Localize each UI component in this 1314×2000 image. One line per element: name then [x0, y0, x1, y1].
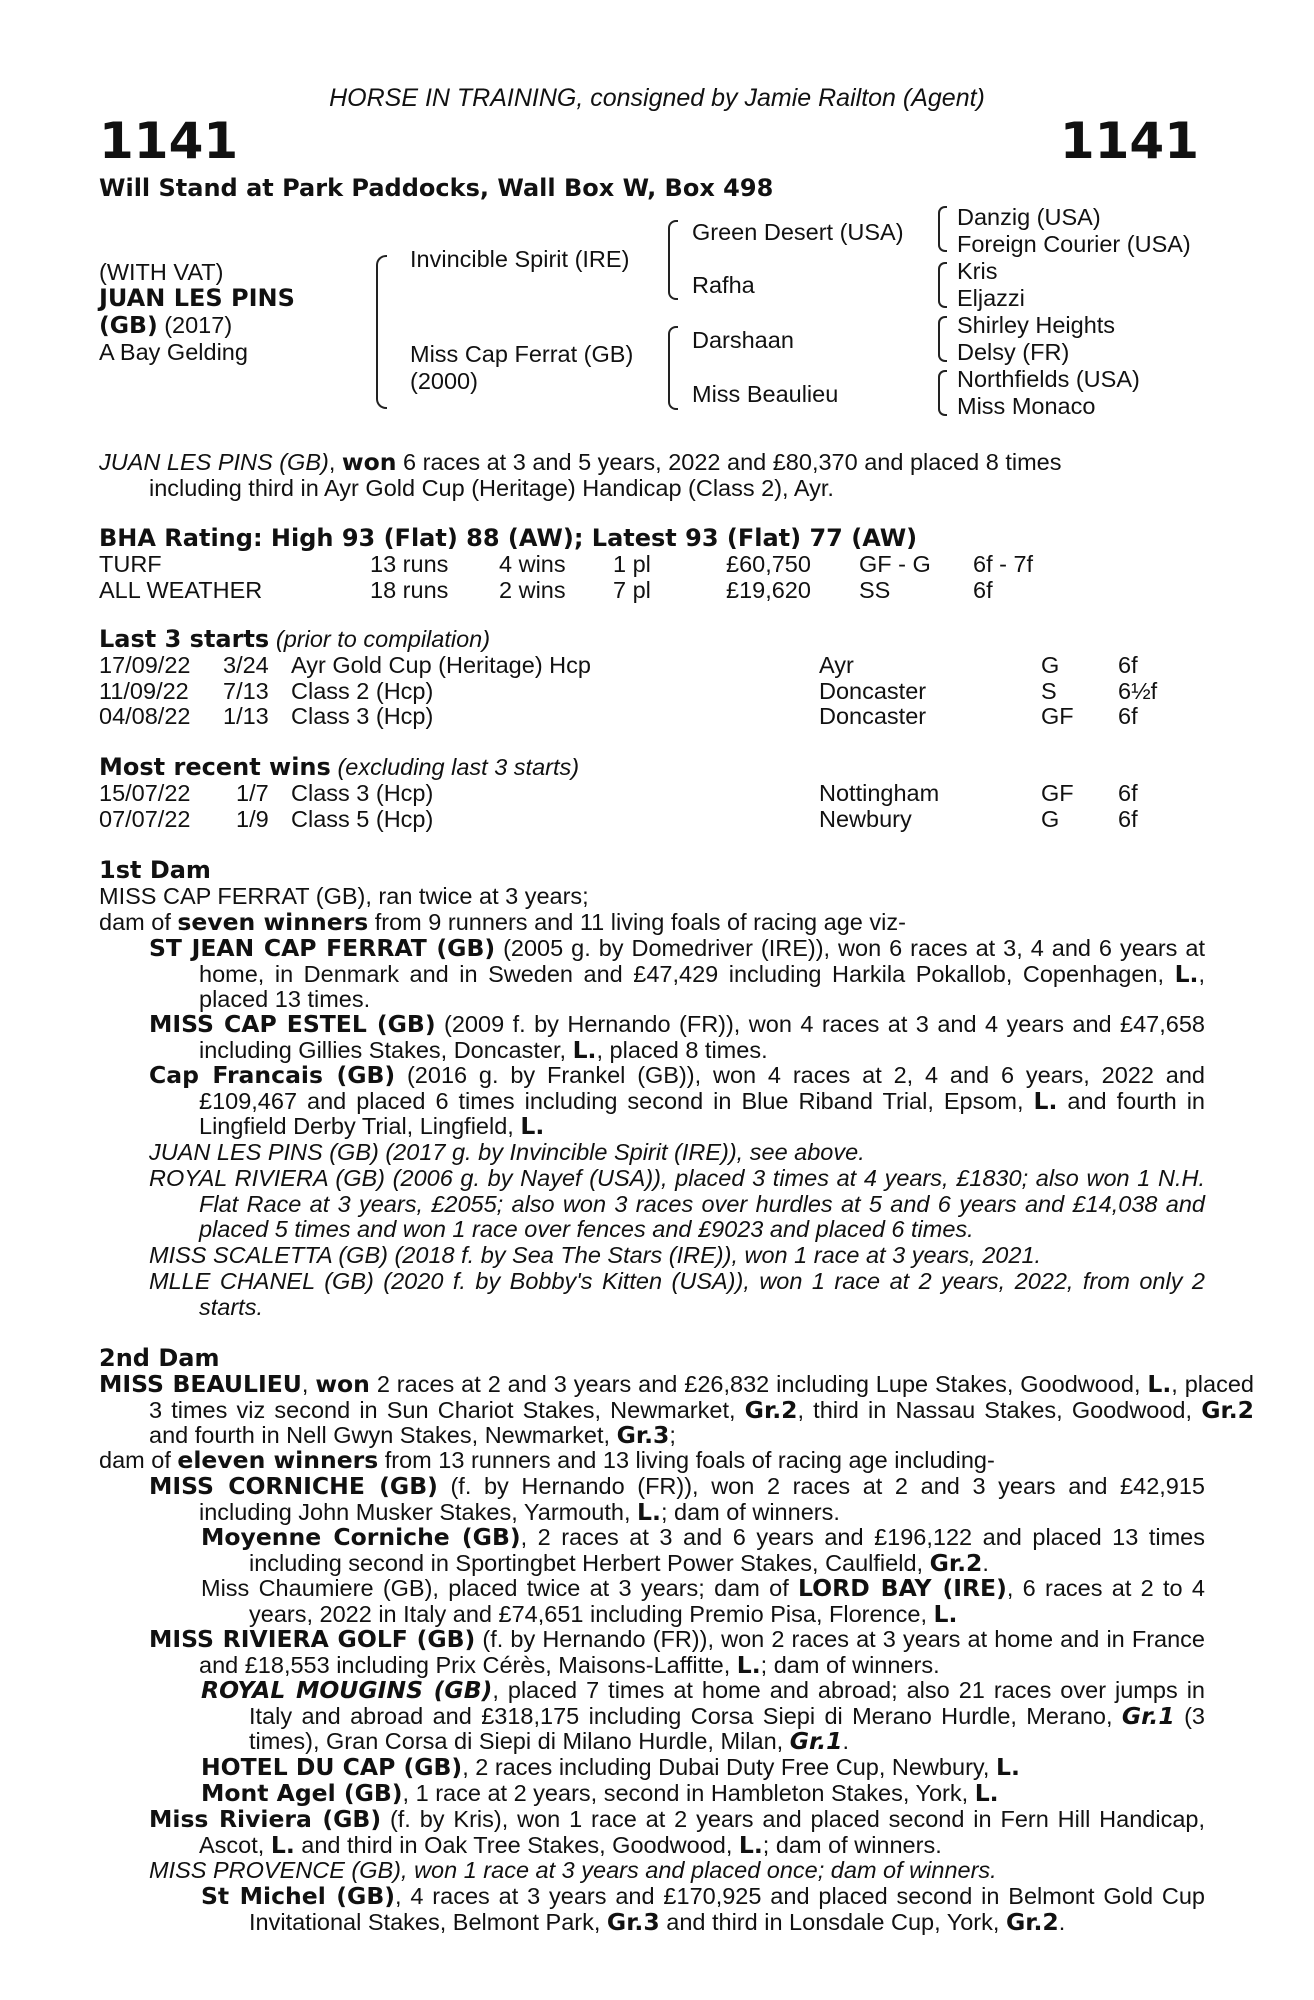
produce-text: . — [1058, 1908, 1066, 1935]
last3-heading — [99, 627, 490, 653]
ggs-2: Foreign Courier (USA) — [957, 231, 1191, 257]
win-distance: 6f — [1118, 805, 1138, 832]
produce-name: ST JEAN CAP FERRAT (GB) — [149, 934, 496, 962]
dam1-title: 1st Dam — [99, 856, 211, 884]
race-grade: L. — [1174, 959, 1199, 988]
ggs-3: Kris — [957, 258, 998, 284]
bha-runs: 18 runs — [370, 576, 449, 603]
produce-name: Miss Riviera (GB) — [149, 1805, 382, 1833]
dam1-line-2 — [99, 910, 906, 936]
sire-sire: Green Desert (USA) — [692, 219, 904, 245]
dam2-produce-summary — [99, 1448, 995, 1474]
produce-text: ; dam of winners. — [760, 1651, 940, 1678]
produce-text: , 1 race at 2 years, second in Hambleton Stakes, York, — [402, 1780, 975, 1806]
win-race: Class 5 (Hcp) — [291, 805, 434, 832]
ggs-8: Miss Monaco — [957, 393, 1096, 419]
produce-text: ; dam of winners. — [660, 1498, 840, 1525]
ggs-7: Northfields (USA) — [957, 366, 1140, 392]
start-distance: 6f — [1118, 703, 1138, 729]
text: 2 races at 2 and 3 years and £26,832 including Lupe Stakes, Goodwood, — [369, 1371, 1148, 1397]
bha-going: GF - G — [859, 551, 931, 577]
race-grade: L. — [1147, 1370, 1172, 1398]
start-position: 1/13 — [223, 703, 269, 729]
race-grade: L. — [933, 1599, 958, 1628]
bha-placed: 7 pl — [613, 576, 651, 603]
produce-text: , placed 13 times. — [199, 960, 1205, 1012]
dam2-name: MISS BEAULIEU — [99, 1370, 302, 1398]
text: , third in Nassau Stakes, Goodwood, — [797, 1396, 1202, 1423]
produce-text: (3 times), Gran Corsa di Siepi di Milano Hurdle, Milan, — [249, 1702, 1205, 1754]
bha-placed: 1 pl — [613, 551, 651, 577]
start-position: 7/13 — [223, 677, 269, 704]
produce-text: (2009 f. by Hernando (FR)), won 4 races at 3 and 4 years and £47,658 including Gillies Stakes, Doncaster, — [199, 1011, 1205, 1063]
race-grade: L. — [520, 1112, 545, 1140]
lot-number-left: 1141 — [99, 112, 239, 170]
bha-going: SS — [859, 576, 891, 603]
bha-wins: 2 wins — [499, 576, 566, 603]
produce-name: ROYAL MOUGINS (GB) — [201, 1676, 493, 1704]
race-grade: L. — [637, 1497, 661, 1526]
produce-text: (2020 f. by Bobby's Kitten (USA)), won 1 race at 2 years, 2022, from only 2 starts. — [199, 1268, 1205, 1320]
dam2-grandproduce-5 — [201, 1779, 1205, 1807]
winner-count: eleven winners — [177, 1446, 379, 1474]
produce-name: JUAN LES PINS (GB) — [149, 1139, 379, 1165]
produce-text: Miss Chaumiere (GB), placed twice at 3 years; dam of — [201, 1575, 799, 1601]
dam-year: (2000) — [410, 368, 478, 394]
pedigree-brace-dd — [938, 370, 947, 416]
summary-won: won — [341, 448, 397, 476]
produce-name: MISS PROVENCE (GB) — [149, 1857, 402, 1883]
start-date: 04/08/22 — [99, 703, 191, 729]
produce-name: Mont Agel (GB) — [201, 1779, 403, 1807]
start-date: 17/09/22 — [99, 652, 191, 678]
produce-text: ; dam of winners. — [762, 1831, 942, 1858]
dam2-produce-2 — [149, 1625, 1205, 1679]
win-going: G — [1041, 805, 1060, 832]
produce-text: and third in Lonsdale Cup, York, — [659, 1908, 1006, 1935]
produce-text: (2018 f. by Sea The Stars (IRE)), won 1 race at 3 years, 2021. — [387, 1242, 1042, 1268]
consignor-line: HORSE IN TRAINING, consigned by Jamie Railton (Agent) — [329, 84, 985, 112]
start-going: G — [1041, 652, 1060, 678]
horse-year: (2017) — [164, 312, 233, 338]
dam1-produce-3 — [149, 1061, 1205, 1140]
dam1-produce-5 — [149, 1165, 1205, 1243]
dam1-produce-4 — [149, 1139, 1205, 1166]
produce-name: MLLE CHANEL (GB) — [149, 1268, 374, 1294]
race-grade: L. — [974, 1779, 999, 1807]
race-grade: L. — [270, 1830, 295, 1859]
summary-line-2: including third in Ayr Gold Cup (Heritage) Handicap (Class 2), Ayr. — [149, 475, 834, 501]
produce-name: St Michel (GB) — [201, 1882, 395, 1910]
produce-text: (f. by Hernando (FR)), won 2 races at 2 and 3 years and £42,915 including John Musker Stakes, Yarmouth, — [199, 1473, 1205, 1525]
produce-text: (2016 g. by Frankel (GB)), won 4 races at 2, 4 and 6 years, 2022 and £109,467 and placed 6 times including second in Blue Riband Trial, Epsom, — [199, 1062, 1205, 1114]
last3-note: (prior to compilation) — [275, 626, 491, 652]
race-grade: L. — [572, 1035, 597, 1064]
produce-text: (2017 g. by Invincible Spirit (IRE)), see above. — [378, 1139, 865, 1165]
produce-text: , 6 races at 2 to 4 years, 2022 in Italy and £74,651 including Premio Pisa, Florence, — [249, 1575, 1205, 1627]
produce-name: MISS CORNICHE (GB) — [149, 1472, 438, 1500]
race-grade: Gr.1 — [1121, 1701, 1175, 1730]
text: from 13 runners and 13 living foals of racing age including- — [378, 1447, 995, 1473]
dam1-produce-7 — [149, 1268, 1205, 1320]
pedigree-brace-sire — [668, 220, 678, 300]
produce-text: and third in Oak Tree Stakes, Goodwood, — [294, 1831, 739, 1858]
produce-text: , won 1 race at 3 years and placed once; dam of winners. — [401, 1857, 997, 1883]
pedigree-brace-sd — [938, 262, 947, 308]
lot-number-right: 1141 — [1059, 112, 1199, 170]
race-grade: Gr.2 — [929, 1548, 983, 1577]
ggs-5: Shirley Heights — [957, 312, 1116, 338]
summary-line-1: JUAN LES PINS (GB), won 6 races at 3 and 5 years, 2022 and £80,370 and placed 8 times — [99, 448, 1062, 476]
start-distance: 6f — [1118, 652, 1138, 678]
win-course: Newbury — [819, 805, 912, 832]
dam1-produce-6 — [149, 1242, 1205, 1269]
text: dam of — [99, 1447, 178, 1473]
start-date: 11/09/22 — [99, 677, 189, 704]
produce-text: , 2 races at 3 and 6 years and £196,122 and placed 13 times including second in Sportingbet Herbert Power Stakes, Caulfield, — [249, 1524, 1205, 1576]
produce-name: Cap Francais (GB) — [149, 1061, 396, 1089]
win-course: Nottingham — [819, 780, 940, 806]
pedigree-brace-dam — [668, 326, 678, 410]
race-grade: Gr.2 — [744, 1395, 798, 1424]
race-grade: Gr.3 — [606, 1907, 660, 1936]
dam2-produce-3 — [149, 1805, 1205, 1859]
horse-description: A Bay Gelding — [99, 339, 248, 365]
produce-text: . — [842, 1728, 850, 1754]
bha-rating-title: BHA Rating: High 93 (Flat) 88 (AW); Latest 93 (Flat) 77 (AW) — [99, 524, 918, 552]
dam2-record — [99, 1370, 1254, 1449]
win-position: 1/7 — [236, 780, 269, 806]
bha-surface: TURF — [99, 551, 162, 577]
bha-wins: 4 wins — [499, 551, 566, 577]
start-going: GF — [1041, 703, 1074, 729]
dam2-produce-1 — [149, 1472, 1205, 1526]
dam2-title: 2nd Dam — [99, 1344, 220, 1372]
bha-surface: ALL WEATHER — [99, 576, 263, 603]
pedigree-brace-ds — [938, 316, 947, 362]
ggs-6: Delsy (FR) — [957, 339, 1070, 365]
start-course: Doncaster — [819, 677, 927, 704]
race-grade: Gr.2 — [1201, 1395, 1254, 1424]
start-race: Class 2 (Hcp) — [291, 677, 434, 704]
bha-distance: 6f — [973, 576, 993, 603]
start-race: Ayr Gold Cup (Heritage) Hcp — [291, 652, 591, 678]
dam1-produce-2 — [149, 1010, 1205, 1064]
produce-name: MISS SCALETTA (GB) — [149, 1242, 388, 1268]
sire: Invincible Spirit (IRE) — [410, 246, 630, 272]
start-position: 3/24 — [223, 652, 269, 678]
text: won — [315, 1370, 370, 1398]
pedigree-brace-main — [376, 255, 387, 409]
produce-text: (2006 g. by Nayef (USA)), placed 3 times at 4 years, £1830; also won 1 N.H. Flat Race at 3 years, £2055; also won 3 races over hurdles at 5 and 6 years and £14,038 and placed 5 times and won 1 race over fences and £9023 and placed 6 times. — [199, 1165, 1205, 1242]
text: and fourth in Nell Gwyn Stakes, Newmarket, — [149, 1422, 617, 1448]
dam2-produce-4 — [149, 1857, 1205, 1884]
start-course: Doncaster — [819, 703, 927, 729]
winner-count: seven winners — [177, 908, 369, 936]
produce-text: (2005 g. by Domedriver (IRE)), won 6 races at 3, 4 and 6 years at home, in Denmark and in Sweden and £47,429 including Harkila Pokallob, Copenhagen, — [199, 935, 1205, 987]
produce-name: ROYAL RIVIERA (GB) — [149, 1165, 386, 1191]
race-grade: L. — [736, 1650, 761, 1679]
race-grade: L. — [995, 1753, 1020, 1781]
race-grade: L. — [738, 1830, 763, 1859]
win-race: Class 3 (Hcp) — [291, 780, 434, 806]
dam1-produce-1 — [149, 934, 1205, 1013]
summary-horse-name: JUAN LES PINS (GB) — [99, 449, 329, 475]
produce-name: LORD BAY (IRE) — [798, 1574, 1007, 1602]
ggs-4: Eljazzi — [957, 285, 1025, 311]
text: ; — [669, 1422, 676, 1448]
win-date: 07/07/22 — [99, 805, 191, 832]
text: , placed 3 times viz second in Sun Chariot Stakes, Newmarket, — [149, 1371, 1254, 1423]
vat-note: (WITH VAT) — [99, 259, 224, 285]
win-date: 15/07/22 — [99, 780, 191, 806]
start-course: Ayr — [819, 652, 854, 678]
bha-runs: 13 runs — [370, 551, 449, 577]
win-going: GF — [1041, 780, 1074, 806]
produce-text: , placed 8 times. — [596, 1036, 768, 1063]
race-grade: L. — [1033, 1086, 1058, 1115]
stand-location: Will Stand at Park Paddocks, Wall Box W, Box 498 — [99, 174, 774, 202]
last3-title: Last 3 starts — [99, 625, 270, 653]
text: dam of — [99, 909, 178, 935]
produce-name: MISS RIVIERA GOLF (GB) — [149, 1625, 476, 1653]
dam2-grandproduce-2 — [201, 1574, 1205, 1628]
produce-name: Moyenne Corniche (GB) — [201, 1523, 521, 1551]
produce-name: HOTEL DU CAP (GB) — [201, 1753, 463, 1781]
dam-sire: Darshaan — [692, 327, 794, 353]
horse-origin-year — [99, 313, 232, 339]
recent-note: (excluding last 3 starts) — [337, 754, 580, 780]
start-going: S — [1041, 677, 1057, 704]
summary-text-1: 6 races at 3 and 5 years, 2022 and £80,370 and placed 8 times — [396, 449, 1062, 475]
sire-dam: Rafha — [692, 272, 755, 298]
produce-text: . — [982, 1549, 989, 1576]
horse-name: JUAN LES PINS — [99, 284, 295, 312]
produce-text: , placed 7 times at home and abroad; also 21 races over jumps in Italy and abroad and £318,175 including Corsa Siepi di Merano Hurdle, Merano, — [249, 1677, 1205, 1729]
bha-prize: £19,620 — [726, 576, 811, 603]
race-grade: Gr.1 — [789, 1727, 843, 1755]
recent-title: Most recent wins — [99, 753, 331, 781]
produce-text: , 2 races including Dubai Duty Free Cup, Newbury, — [462, 1754, 996, 1780]
pedigree-brace-ss — [938, 206, 947, 252]
start-race: Class 3 (Hcp) — [291, 703, 434, 729]
recent-heading — [99, 755, 579, 781]
dam2-grandproduce-4 — [201, 1753, 1205, 1781]
dam1-line-1: MISS CAP FERRAT (GB), ran twice at 3 years; — [99, 883, 589, 909]
race-grade: Gr.3 — [616, 1421, 670, 1449]
bha-distance: 6f - 7f — [973, 551, 1034, 577]
ggs-1: Danzig (USA) — [957, 204, 1101, 230]
dam-dam: Miss Beaulieu — [692, 381, 839, 407]
produce-text: (f. by Kris), won 1 race at 2 years and placed second in Fern Hill Handicap, Ascot, — [199, 1806, 1205, 1858]
dam2-grandproduce-6 — [201, 1882, 1205, 1936]
text: from 9 runners and 11 living foals of racing age viz- — [368, 909, 906, 935]
produce-name: MISS CAP ESTEL (GB) — [149, 1010, 436, 1038]
produce-text: , 4 races at 3 years and £170,925 and placed second in Belmont Gold Cup Invitational Stakes, Belmont Park, — [249, 1883, 1205, 1935]
produce-text: and fourth in Lingfield Derby Trial, Lingfield, — [199, 1087, 1205, 1139]
win-position: 1/9 — [236, 805, 269, 832]
dam: Miss Cap Ferrat (GB) — [410, 341, 634, 367]
horse-origin: (GB) — [99, 311, 158, 339]
dam2-grandproduce-1 — [201, 1523, 1205, 1577]
bha-prize: £60,750 — [726, 551, 811, 577]
text: , — [301, 1371, 316, 1397]
start-distance: 6½f — [1118, 677, 1158, 704]
win-distance: 6f — [1118, 780, 1138, 806]
race-grade: Gr.2 — [1005, 1907, 1059, 1936]
dam2-grandproduce-3 — [201, 1676, 1205, 1755]
produce-text: (f. by Hernando (FR)), won 2 races at 3 years at home and in France and £18,553 including Prix Cérès, Maisons-Laffitte, — [199, 1626, 1205, 1678]
